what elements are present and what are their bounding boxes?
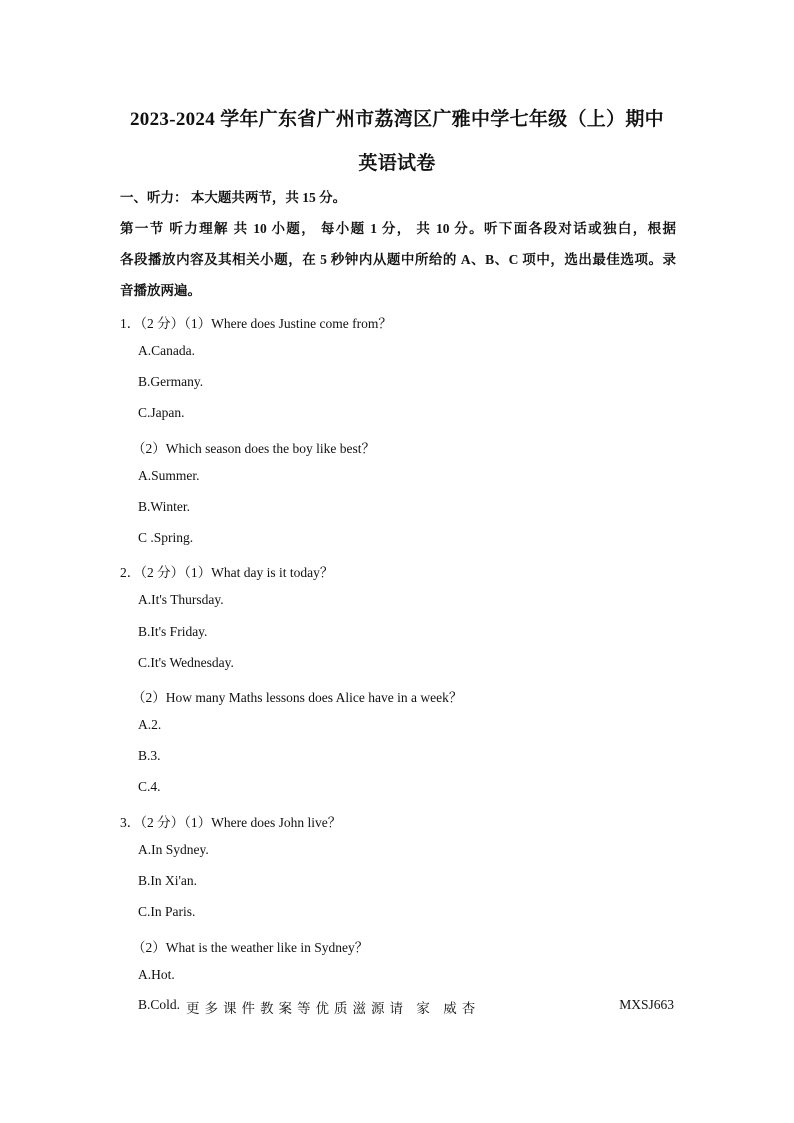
question-2-option-b: B.It's Friday.: [138, 624, 208, 639]
question-3-option-a: A.In Sydney.: [138, 842, 209, 857]
question-2-sub-option-b: B.3.: [138, 748, 161, 763]
question-1-stem: 1．（2 分）（1）Where does Justine come from？: [120, 316, 392, 331]
footer-watermark: 更多课件教案等优质滋源请 家 威杏: [186, 1001, 481, 1016]
question-1-sub-option-b: B.Winter.: [138, 499, 190, 514]
question-1-sub-stem: （2）Which season does the boy like best？: [132, 441, 375, 456]
question-1-sub-option-a: A.Summer.: [138, 468, 200, 483]
question-1-option-c: C.Japan.: [138, 405, 185, 420]
question-2-stem: 2．（2 分）（1）What day is it today？: [120, 565, 334, 580]
question-3-sub-stem: （2）What is the weather like in Sydney？: [132, 940, 369, 955]
instruction-line-2: 各段播放内容及其相关小题，在 5 秒钟内从题中所给的 A、B、C 项中，选出最佳选项。录: [120, 252, 676, 267]
question-2-sub-option-c: C.4.: [138, 779, 161, 794]
question-2-sub-stem: （2）How many Maths lessons does Alice have in a week？: [132, 690, 463, 705]
question-1-option-b: B.Germany.: [138, 374, 204, 389]
question-2-sub-option-a: A.2.: [138, 717, 162, 732]
instruction-line-1: 第一节 听力理解 共 10 小题， 每小题 1 分， 共 10 分。听下面各段对话或独白，根据: [120, 221, 676, 236]
instruction-line-3: 音播放两遍。: [120, 283, 201, 298]
question-2-option-a: A.It's Thursday.: [138, 592, 224, 607]
question-2-option-c: C.It's Wednesday.: [138, 655, 234, 670]
question-3-stem: 3．（2 分）（1）Where does John live？: [120, 815, 342, 830]
question-3-option-c: C.In Paris.: [138, 904, 196, 919]
question-3-sub-option-a: A.Hot.: [138, 967, 175, 982]
question-1-option-a: A.Canada.: [138, 343, 195, 358]
question-1-sub-option-c: C .Spring.: [138, 530, 194, 545]
section-heading: 一、听力： 本大题共两节，共 15 分。: [120, 190, 347, 205]
exam-title-line-1: 2023-2024 学年广东省广州市荔湾区广雅中学七年级（上）期中: [130, 109, 664, 130]
question-3-sub-option-b: B.Cold.: [138, 997, 181, 1012]
footer-code: MXSJ663: [619, 997, 674, 1012]
question-3-option-b: B.In Xi'an.: [138, 873, 198, 888]
exam-title-line-2: 英语试卷: [358, 153, 436, 174]
